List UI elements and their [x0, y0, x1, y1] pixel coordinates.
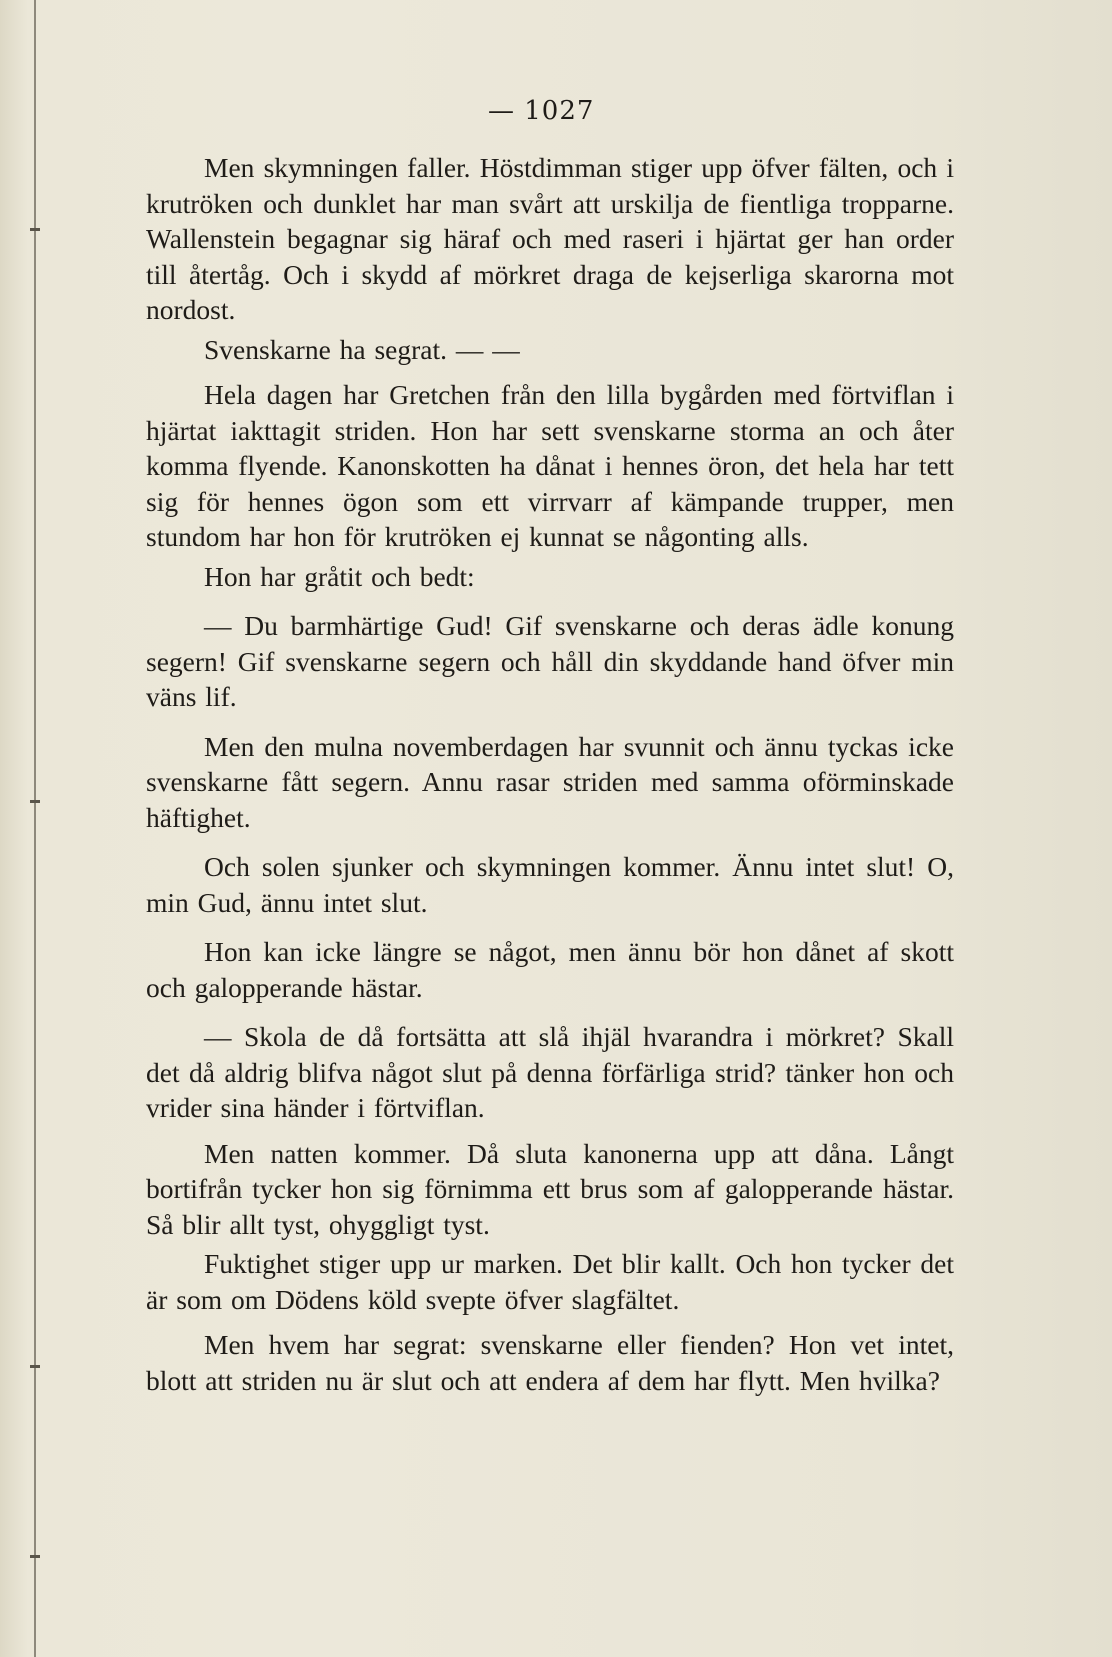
- binding-gutter-line: [34, 0, 36, 1657]
- paragraph: Svenskarne ha segrat. — —: [204, 333, 520, 365]
- paragraph: Hon har gråtit och bedt:: [204, 560, 475, 592]
- paragraph: Men skymningen faller. Höstdimman stiger upp öfver fälten, och i krutröken och dunklet har man svårt att urskilja de fientliga tropparne. Wallenstein begagnar sig häraf och med raseri i hjärtat ger han order till återtåg. Och i skydd af mörkret draga de kejserliga skarorna mot nordost.: [146, 152, 954, 325]
- paragraph: Fuktighet stiger upp ur marken. Det blir kallt. Och hon tycker det är som om Dödens köld svepte öfver slagfältet.: [146, 1248, 954, 1315]
- body-text: [146, 150, 954, 1398]
- paragraph: Men natten kommer. Då sluta kanonerna upp att dåna. Långt bortifrån tycker hon sig förnimma ett brus som af galopperande hästar. Så blir allt tyst, ohyggligt tyst.: [146, 1137, 954, 1240]
- paragraph: Hon kan icke längre se något, men ännu bör hon dånet af skott och galopperande hästar.: [146, 936, 954, 1003]
- gutter-tick: [30, 1365, 40, 1368]
- paragraph: — Du barmhärtige Gud! Gif svenskarne och deras ädle konung segern! Gif svenskarne segern och håll din skyddande hand öfver min väns lif.: [146, 610, 954, 712]
- paragraph: Men hvem har segrat: svenskarne eller fienden? Hon vet intet, blott att striden nu är slut och att endera af dem har flytt. Men hvilka?: [146, 1329, 954, 1396]
- paragraph: Och solen sjunker och skymningen kommer. Ännu intet slut! O, min Gud, ännu intet slut.: [146, 851, 954, 918]
- paragraph: Hela dagen har Gretchen från den lilla bygården med förtviflan i hjärtat iakttagit striden. Hon har sett svenskarne storma an och åter komma flyende. Kanonskotten ha dånat i hennes öron, det hela har tett sig för hennes ögon som ett virrvarr af kämpande trupper, men stundom har hon för krutröken ej kunnat se någonting alls.: [146, 379, 954, 552]
- paragraph: — Skola de då fortsätta att slå ihjäl hvarandra i mörkret? Skall det då aldrig blifva något slut på denna förfärliga strid? tänker hon och vrider sina händer i förtviflan.: [146, 1021, 954, 1123]
- gutter-tick: [30, 800, 40, 803]
- gutter-tick: [30, 1555, 40, 1558]
- page-number: — 1027: [488, 96, 595, 126]
- paragraph: Men den mulna novemberdagen har svunnit och ännu tyckas icke svenskarne fått segern. Annu rasar striden med samma oförminskade häftighet.: [146, 730, 954, 833]
- gutter-tick: [30, 228, 40, 231]
